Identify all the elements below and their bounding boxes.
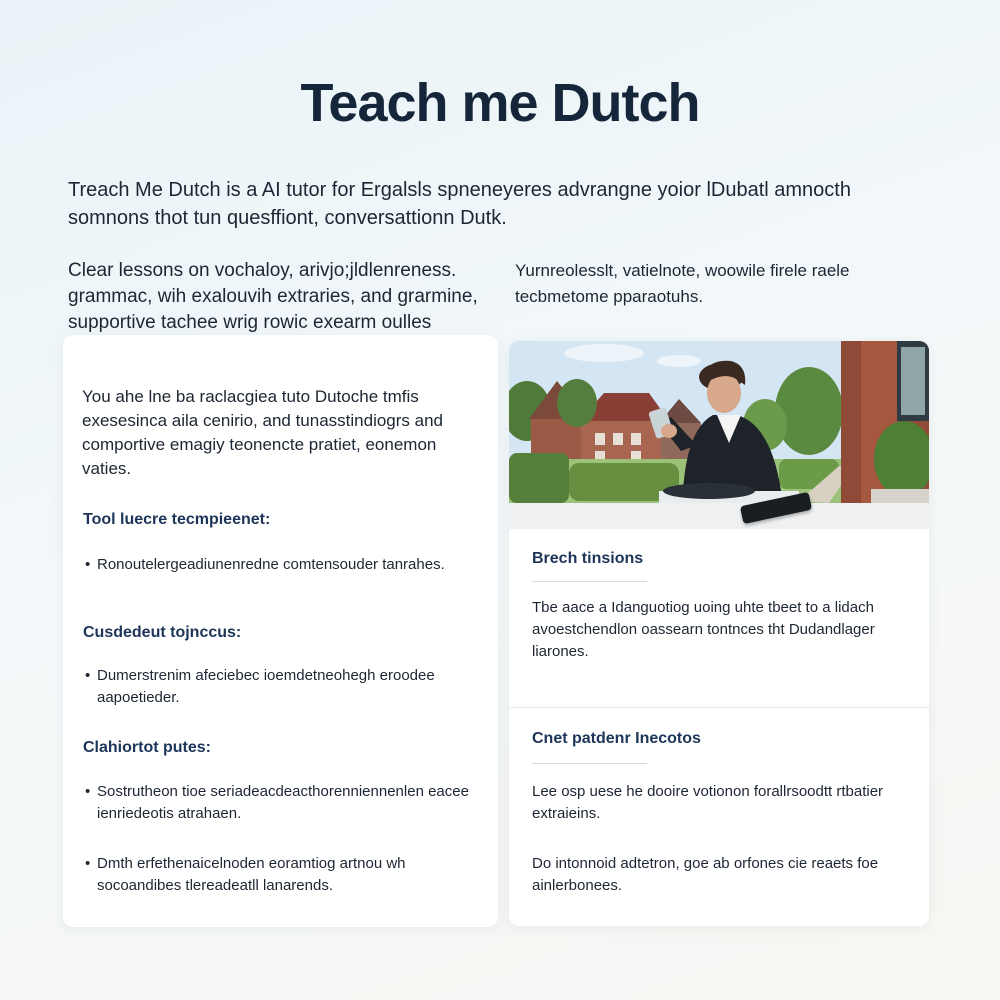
page-title: Teach me Dutch: [300, 73, 700, 133]
list-item: • Ronoutelergeadiunenredne comtensouder tanrahes.: [85, 554, 485, 576]
list-item: • Sostrutheon tioe seriadeacdeacthorenniennenlen eacee ienriedeotis atrahaen.: [85, 781, 485, 825]
section-title-features: Brech tinsions: [532, 550, 644, 567]
section-heading-practice: Clahiortot putes:: [83, 739, 211, 756]
left-card: [63, 335, 498, 927]
section-heading-learning: Tool luecre tecmpieenet:: [83, 511, 271, 528]
left-card-lead: You ahe lne ba raclacgiea tuto Dutoche tmfis exesesinca aila cenirio, and tunasstindiogrs and comportive emagiy teonencte pratiet, eonemon vaties.: [82, 387, 444, 478]
section-underline: [532, 763, 647, 764]
right-card: [509, 341, 929, 926]
section-title-pattern: Cnet patdenr Inecotos: [532, 730, 701, 747]
intro-paragraph: Treach Me Dutch is a AI tutor for Ergalsls spneneyeres advrangne yoior lDubatl amnocth somnons thot tun quesffiont, conversattionn Dutk.: [68, 179, 851, 229]
section-divider: [509, 707, 929, 708]
right-summary: Yurnreolesslt, vatielnote, woowile firele raele tecbmetome pparaotuhs.: [515, 261, 850, 306]
section-body-extra: Do intonnoid adtetron, goe ab orfones cie reaets foe ainlerbonees.: [532, 855, 879, 894]
list-item: • Dumerstrenim afeciebec ioemdetneohegh eroodee aapoetieder.: [85, 665, 485, 709]
hero-photo: [509, 341, 929, 529]
section-body-features: Tbe aace a Idanguotiog uoing uhte tbeet to a lidach avoestchendlon oassearn tontnces tht Dudandlager liarones.: [532, 599, 875, 660]
section-body-pattern: Lee osp uese he dooire votionon forallrsoodtt rtbatier extraieins.: [532, 783, 884, 822]
left-summary: Clear lessons on vochaloy, arivjo;jldlenreness. grammac, wih exalouvih extraries, and grarmine, supportive tachee wrig rowic exearm oulles: [68, 260, 478, 333]
photo-table-strip: [509, 503, 929, 529]
section-heading-topics: Cusdedeut tojnccus:: [83, 624, 242, 641]
section-underline: [532, 581, 647, 582]
list-item: • Dmth erfethenaicelnoden eoramtiog artnou wh socoandibes tlereadeatll lanarends.: [85, 853, 485, 897]
